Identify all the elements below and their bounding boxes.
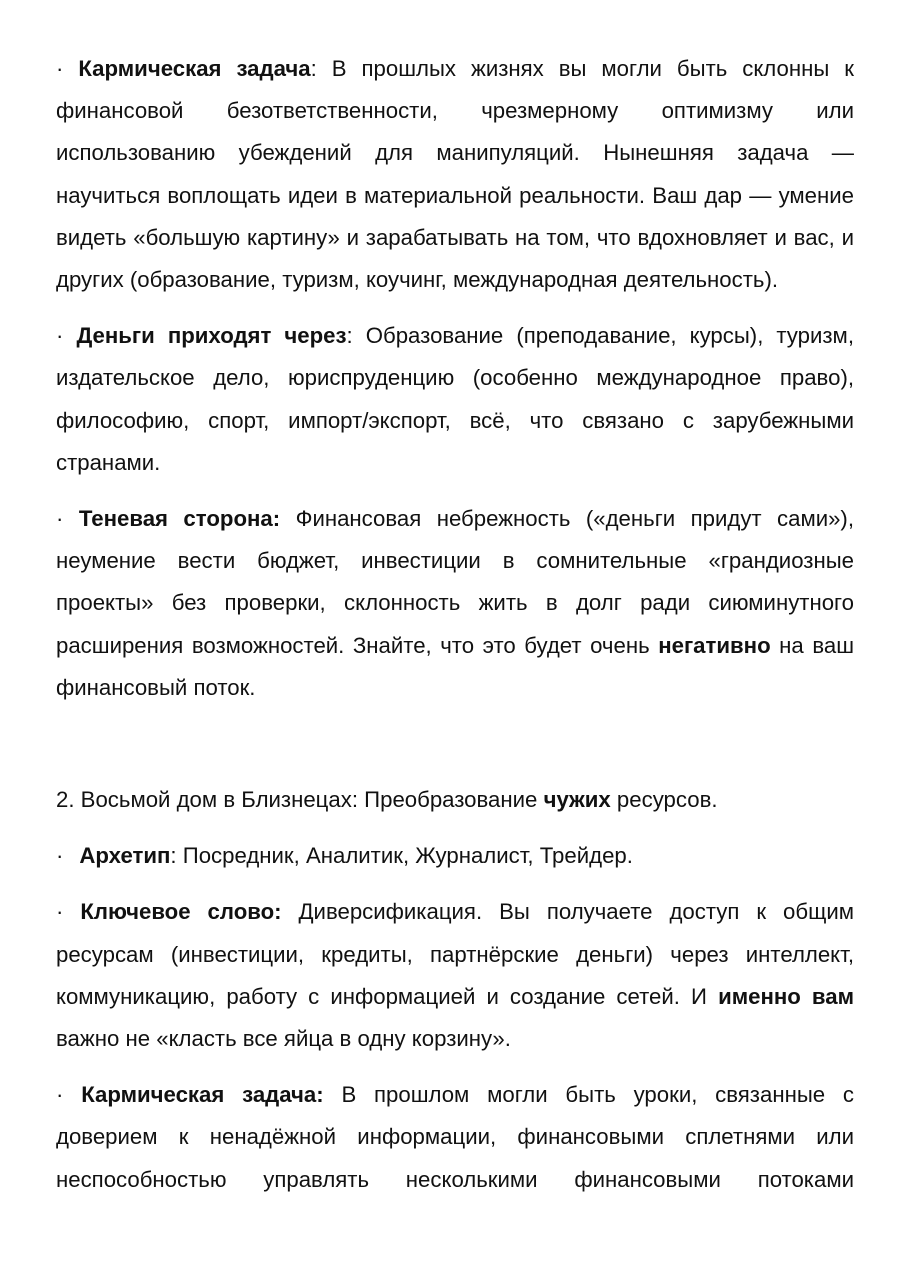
emphasis-text: негативно bbox=[658, 632, 771, 658]
emphasis-text: именно вам bbox=[718, 983, 855, 1009]
paragraph-label: Деньги приходят через bbox=[76, 323, 347, 349]
section-spacer bbox=[56, 723, 854, 779]
shadow-side-paragraph bbox=[56, 498, 854, 709]
paragraph-text: Диверсификация. Вы получаете доступ к общим ресурсам (инвестиции, кредиты, партнёрские деньги) через интеллект, коммуникацию, работу с информацией и создание сетей. И bbox=[56, 899, 854, 1009]
karmic-task-paragraph bbox=[56, 48, 854, 301]
emphasis-text: чужих bbox=[543, 787, 611, 813]
money-sources-paragraph bbox=[56, 315, 854, 484]
bullet: · bbox=[56, 899, 81, 925]
paragraph-text: : В прошлых жизнях вы могли быть склонны к финансовой безответственности, чрезмерному оптимизму или использованию убеждений для манипуляций. Нынешняя задача — научиться воплощать идеи в материальной реальности. Ваш дар — умение видеть «большую картину» и зарабатывать на том, что вдохновляет и вас, и других (образование, туризм, коучинг, международная деятельность). bbox=[56, 56, 854, 293]
paragraph-label: Кармическая задача bbox=[78, 56, 311, 81]
section-heading bbox=[56, 779, 854, 821]
bullet: · bbox=[56, 56, 79, 81]
bullet: · bbox=[56, 506, 79, 532]
paragraph-label: Архетип bbox=[79, 843, 171, 869]
bullet: · bbox=[56, 843, 64, 869]
paragraph-label: Теневая сторона: bbox=[78, 506, 281, 532]
paragraph-text: В прошлом могли быть уроки, связанные с доверием к ненадёжной информации, финансовыми сплетнями или неспособностью управлять несколькими финансовыми потоками bbox=[56, 1082, 854, 1192]
heading-text: 2. Восьмой дом в Близнецах: Преобразование bbox=[56, 787, 544, 813]
heading-text: ресурсов. bbox=[610, 787, 718, 813]
paragraph-text: Финансовая небрежность («деньги придут сами»), неумение вести бюджет, инвестиции в сомнительные «грандиозные проекты» без проверки, склонность жить в долг ради сиюминутного расширения возможностей. Знайте, что это будет очень bbox=[56, 506, 854, 658]
paragraph-text: : Посредник, Аналитик, Журналист, Трейдер. bbox=[170, 843, 633, 869]
bullet: · bbox=[56, 1082, 82, 1108]
bullet: · bbox=[56, 323, 77, 349]
paragraph-text: важно не «класть все яйца в одну корзину». bbox=[56, 1026, 511, 1052]
paragraph-label: Ключевое слово: bbox=[80, 899, 282, 925]
paragraph-text: на ваш финансовый поток. bbox=[56, 632, 854, 700]
karmic-task-paragraph-2 bbox=[56, 1074, 854, 1201]
paragraph-text: : Образование (преподавание, курсы), туризм, издательское дело, юриспруденцию (особенно международное право), философию, спорт, импорт/экспорт, всё, что связано с зарубежными странами. bbox=[56, 323, 854, 475]
paragraph-label: Кармическая задача: bbox=[81, 1082, 324, 1108]
archetype-paragraph bbox=[56, 835, 854, 877]
keyword-paragraph bbox=[56, 891, 854, 1060]
